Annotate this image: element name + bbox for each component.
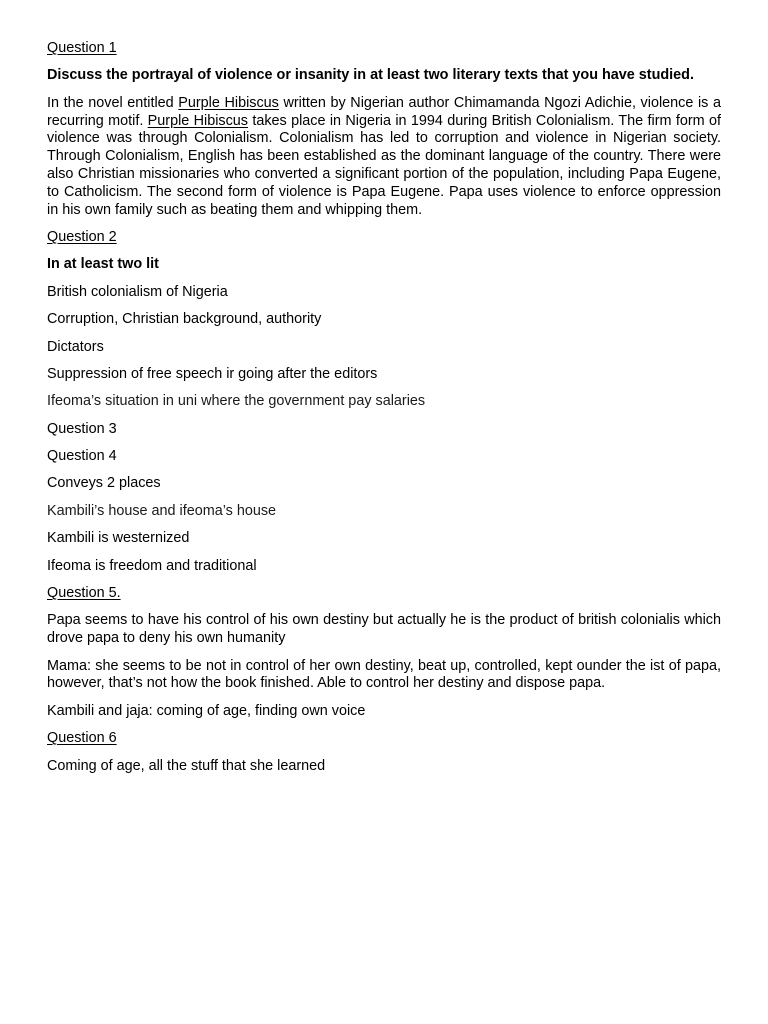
- question-4-note: Ifeoma is freedom and traditional: [47, 557, 257, 574]
- question-5-heading: Question 5.: [47, 585, 121, 602]
- question-2-note: Corruption, Christian background, authority: [47, 311, 322, 328]
- question-5-note: Kambili and jaja: coming of age, finding own voice: [47, 702, 366, 719]
- question-4-note: Kambili is westernized: [47, 530, 190, 547]
- question-1-answer: [47, 95, 721, 220]
- question-6-heading: Question 6: [47, 730, 117, 747]
- question-5-note: Papa seems to have his control of his own destiny but actually he is the product of british colonialis which drove papa to deny his own humanity: [47, 612, 721, 647]
- question-2-note: Ifeoma’s situation in uni where the government pay salaries: [47, 393, 426, 410]
- book-title-2: Purple Hibiscus: [147, 112, 248, 129]
- question-4-note: Kambili’s house and ifeoma’s house: [47, 502, 277, 519]
- question-1-heading: Question 1: [47, 40, 117, 56]
- document-page: [47, 40, 721, 785]
- book-title-1: Purple Hibiscus: [178, 94, 279, 111]
- answer-text-1: In the novel entitled: [47, 94, 179, 111]
- question-1-prompt: Discuss the portrayal of violence or insanity in at least two literary texts that you have studied.: [47, 67, 694, 84]
- question-3-heading: Question 3: [47, 420, 117, 437]
- answer-text-2: written by Nigerian author Chimamanda Ngozi Adichie, violence is a recurring motif.: [47, 94, 721, 129]
- question-2-prompt: In at least two lit: [47, 256, 159, 273]
- question-4-heading: Question 4: [47, 448, 117, 465]
- question-5-note: Mama: she seems to be not in control of her own destiny, beat up, controlled, kept ounder the ist of papa, however, that’s not how the book finished. Able to control her destiny and dispose papa.: [47, 657, 721, 692]
- question-6-note: Coming of age, all the stuff that she learned: [47, 757, 326, 774]
- question-2-note: Dictators: [47, 338, 104, 355]
- question-2-heading: Question 2: [47, 228, 117, 245]
- question-4-note: Conveys 2 places: [47, 475, 161, 492]
- answer-text-3: takes place in Nigeria in 1994 during British Colonialism. The firm form of violence was through Colonialism. Colonialism has led to corruption and violence in Nigerian society. Through Colonialism, English has been established as the dominant language of the country. There were also Christian missionaries who converted a significant portion of the population, including Papa Eugene, to Catholicism. The second form of violence is Papa Eugene. Papa uses violence to enforce oppression in his own family such as beating them and whipping them.: [47, 112, 721, 218]
- question-2-note: Suppression of free speech ir going after the editors: [47, 365, 378, 382]
- question-2-note: British colonialism of Nigeria: [47, 283, 228, 300]
